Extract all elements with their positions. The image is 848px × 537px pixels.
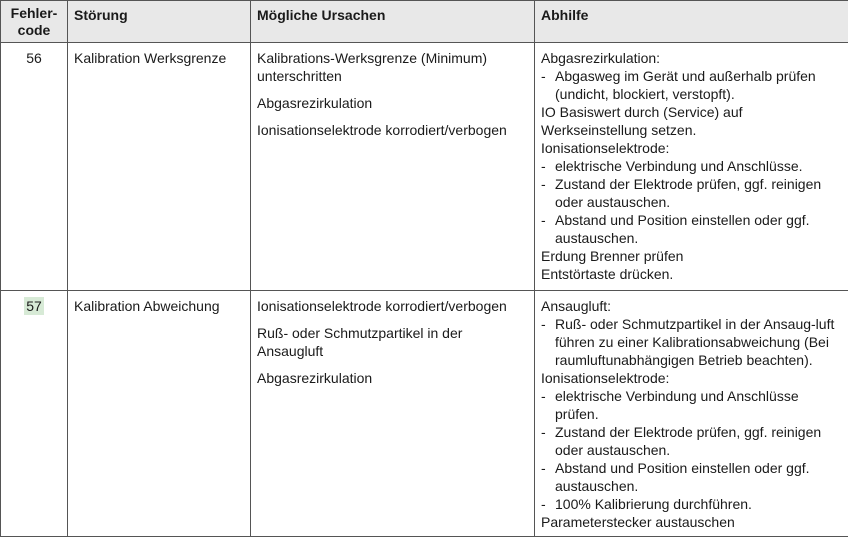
remedy-line: Parameterstecker austauschen xyxy=(541,513,842,531)
remedy-bullet-text: Ruß- oder Schmutzpartikel in der Ansaug-luft führen zu einer Kalibrationsabweichung (Bei raumluftunabhängigen Betrieb beachten). xyxy=(555,315,842,369)
remedy-bullet xyxy=(541,211,842,247)
remedy-bullet xyxy=(541,387,842,423)
bullet-dash: - xyxy=(541,67,555,103)
cause-item: Abgasrezirkulation xyxy=(257,94,528,112)
remedy-bullet-text: Zustand der Elektrode prüfen, ggf. reinigen oder austauschen. xyxy=(555,175,842,211)
error-code-cell xyxy=(1,291,68,537)
error-code: 57 xyxy=(24,297,44,315)
remedy-bullet xyxy=(541,175,842,211)
remedy-bullet xyxy=(541,423,842,459)
cause-item: Ionisationselektrode korrodiert/verbogen xyxy=(257,297,528,315)
header-code-line-1: Fehler- xyxy=(7,5,61,22)
remedy-bullet-text: elektrische Verbindung und Anschlüsse. xyxy=(555,157,842,175)
header-abhilfe: Abhilfe xyxy=(535,1,848,43)
remedy-bullet xyxy=(541,157,842,175)
header-ursachen: Mögliche Ursachen xyxy=(251,1,535,43)
bullet-dash: - xyxy=(541,157,555,175)
remedy-bullet xyxy=(541,315,842,369)
ursachen-cell xyxy=(251,43,535,291)
stoerung-cell: Kalibration Abweichung xyxy=(68,291,251,537)
remedy-line: Ionisationselektrode: xyxy=(541,369,842,387)
bullet-dash: - xyxy=(541,387,555,423)
remedy-bullet xyxy=(541,459,842,495)
cause-item: Ruß- oder Schmutzpartikel in der Ansaugluft xyxy=(257,324,528,360)
remedy-bullet-text: Abstand und Position einstellen oder ggf. austauschen. xyxy=(555,211,842,247)
header-stoerung: Störung xyxy=(68,1,251,43)
remedy-bullet xyxy=(541,67,842,103)
remedy-bullet-text: Abstand und Position einstellen oder ggf. austauschen. xyxy=(555,459,842,495)
table-row xyxy=(1,291,848,537)
remedy-line: Entstörtaste drücken. xyxy=(541,265,842,283)
table-header-row xyxy=(1,1,848,43)
remedy-line: Abgasrezirkulation: xyxy=(541,49,842,67)
remedy-bullet-text: 100% Kalibrierung durchführen. xyxy=(555,495,842,513)
abhilfe-cell xyxy=(535,43,848,291)
table-row xyxy=(1,43,848,291)
error-code: 56 xyxy=(26,50,42,66)
bullet-dash: - xyxy=(541,315,555,369)
bullet-dash: - xyxy=(541,459,555,495)
bullet-dash: - xyxy=(541,423,555,459)
remedy-line: Erdung Brenner prüfen xyxy=(541,247,842,265)
abhilfe-cell xyxy=(535,291,848,537)
remedy-bullet-text: elektrische Verbindung und Anschlüsse prüfen. xyxy=(555,387,842,423)
cause-item: Abgasrezirkulation xyxy=(257,369,528,387)
remedy-bullet-text: Abgasweg im Gerät und außerhalb prüfen (undicht, blockiert, verstopft). xyxy=(555,67,842,103)
remedy-line: Ionisationselektrode: xyxy=(541,139,842,157)
error-code-cell xyxy=(1,43,68,291)
header-code-line-2: code xyxy=(7,22,61,39)
remedy-bullet-text: Zustand der Elektrode prüfen, ggf. reinigen oder austauschen. xyxy=(555,423,842,459)
cause-item: Kalibrations-Werksgrenze (Minimum) unterschritten xyxy=(257,49,528,85)
remedy-line: IO Basiswert durch (Service) auf Werkseinstellung setzen. xyxy=(541,103,842,139)
cause-item: Ionisationselektrode korrodiert/verbogen xyxy=(257,121,528,139)
ursachen-cell xyxy=(251,291,535,537)
stoerung-cell: Kalibration Werksgrenze xyxy=(68,43,251,291)
bullet-dash: - xyxy=(541,175,555,211)
bullet-dash: - xyxy=(541,495,555,513)
header-fehlercode xyxy=(1,1,68,43)
remedy-bullet xyxy=(541,495,842,513)
remedy-line: Ansaugluft: xyxy=(541,297,842,315)
bullet-dash: - xyxy=(541,211,555,247)
